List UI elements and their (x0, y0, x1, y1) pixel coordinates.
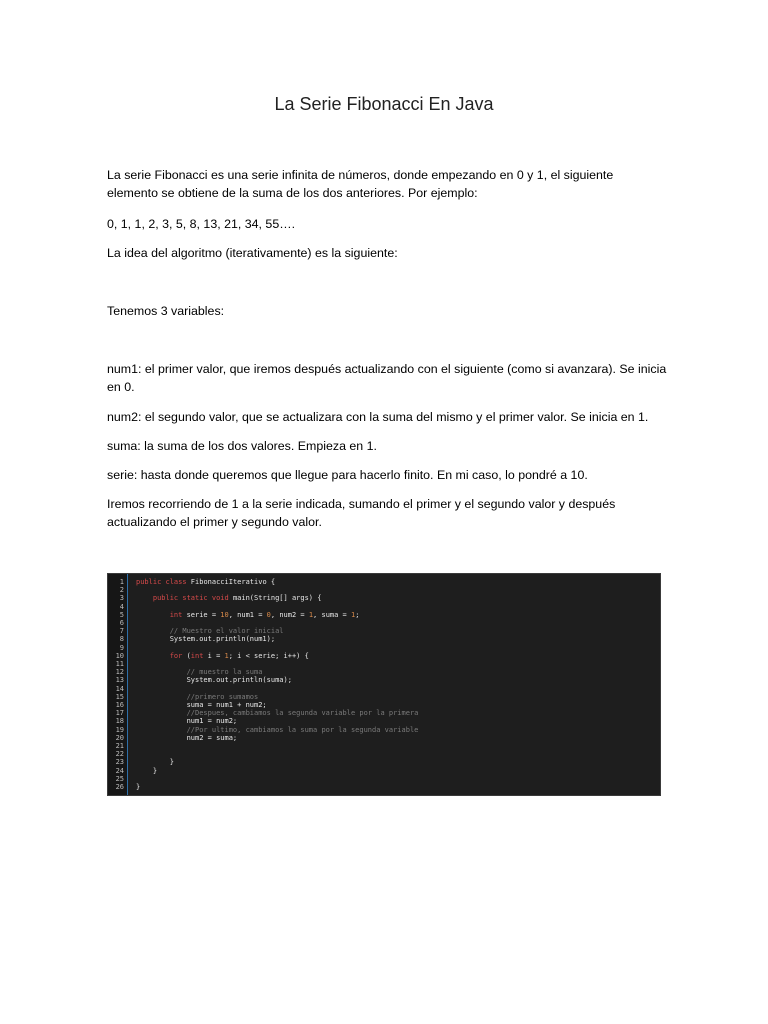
code-token: i = (207, 651, 225, 660)
variable-num2: num2: el segundo valor, que se actualizara con la suma del mismo y el primer valor. Se inicia en 1. (107, 410, 649, 424)
code-token (136, 726, 187, 734)
line-number: 4 (119, 602, 124, 611)
code-token: } (136, 766, 158, 775)
code-token: num1 = num2; (136, 717, 238, 726)
code-line (108, 652, 662, 660)
line-number: 21 (115, 742, 124, 750)
code-line (108, 742, 662, 750)
line-number: 19 (115, 725, 124, 734)
line-number: 7 (119, 627, 124, 636)
line-number: 12 (115, 668, 124, 677)
code-line (108, 619, 662, 627)
line-number: 6 (119, 619, 124, 627)
code-token: //primero sumamos (186, 692, 259, 701)
code-token: suma = num1 + num2; (136, 701, 267, 709)
line-number: 15 (115, 692, 124, 701)
code-token: ( (186, 651, 191, 660)
code-token: 1 (350, 610, 356, 619)
code-line (108, 775, 662, 783)
code-screenshot (107, 573, 661, 796)
code-line (108, 783, 662, 791)
code-token (136, 627, 170, 635)
line-number: 9 (119, 643, 124, 652)
line-number: 11 (115, 660, 124, 668)
code-token: System.out.println(num1); (136, 635, 276, 644)
algorithm-intro: La idea del algoritmo (iterativamente) es la siguiente: (107, 246, 398, 260)
code-token: 1 (308, 610, 314, 619)
code-token: //Por ultimo, cambiamos la suma por la segunda variable (186, 725, 419, 734)
code-line (108, 709, 662, 717)
code-line (108, 685, 662, 693)
sequence-example: 0, 1, 1, 2, 3, 5, 8, 13, 21, 34, 55…. (107, 217, 296, 231)
line-number: 1 (119, 578, 124, 586)
code-line (108, 578, 662, 586)
line-number: 14 (115, 684, 124, 693)
code-line (108, 603, 662, 611)
code-line (108, 611, 662, 619)
variable-suma: suma: la suma de los dos valores. Empieza en 1. (107, 439, 377, 453)
line-number: 3 (119, 594, 124, 603)
line-number: 5 (119, 610, 124, 619)
code-token: //Despues, cambiamos la segunda variable por la primera (186, 709, 419, 718)
code-line (108, 586, 662, 594)
code-token (136, 709, 187, 717)
code-token: ; i < serie; i++) { (228, 651, 309, 660)
code-line (108, 701, 662, 709)
code-token (136, 668, 187, 676)
variables-heading: Tenemos 3 variables: (107, 304, 225, 318)
line-number: 25 (115, 774, 124, 783)
line-number: 23 (115, 758, 124, 767)
line-number: 26 (115, 783, 124, 791)
line-number: 13 (115, 676, 124, 685)
code-token: } (136, 783, 141, 791)
code-token: for (169, 651, 187, 660)
line-number: 24 (115, 766, 124, 775)
code-line (108, 627, 662, 635)
code-token: main(String[] args) { (232, 594, 322, 603)
line-number: 2 (119, 586, 124, 595)
code-token (136, 693, 187, 701)
code-token: 1 (224, 651, 229, 660)
code-token: System.out.println(suma); (136, 676, 292, 685)
code-line (108, 676, 662, 684)
line-number: 22 (115, 750, 124, 759)
code-token: int (190, 651, 208, 660)
line-number: 17 (115, 709, 124, 718)
code-line (108, 644, 662, 652)
code-token: num2 = suma; (136, 733, 238, 742)
code-line (108, 767, 662, 775)
code-token: public class (136, 578, 191, 586)
code-token: 10 (220, 610, 229, 619)
code-token: , num2 = (270, 610, 309, 619)
line-number: 18 (115, 717, 124, 726)
code-line (108, 726, 662, 734)
code-line (108, 750, 662, 758)
code-line (108, 717, 662, 725)
document-title: La Serie Fibonacci En Java (274, 94, 494, 114)
line-number: 20 (115, 733, 124, 742)
code-token: 0 (266, 610, 271, 619)
code-token: serie = (186, 610, 221, 619)
code-line (108, 668, 662, 676)
code-token (136, 611, 170, 619)
code-token (136, 594, 153, 602)
code-token: , num1 = (228, 610, 267, 619)
intro-paragraph: La serie Fibonacci es una serie infinita de números, donde empezando en 0 y 1, el siguiente elemento se obtiene de la suma de los dos anteriores. Por ejemplo: (107, 168, 614, 200)
variable-serie: serie: hasta donde queremos que llegue para hacerlo finito. En mi caso, lo pondré a 10. (107, 468, 588, 482)
code-line (108, 635, 662, 643)
code-token: ; (355, 610, 360, 619)
line-number: 10 (115, 651, 124, 660)
code-line (108, 693, 662, 701)
code-token: public static void (152, 594, 233, 603)
code-line (108, 758, 662, 766)
code-token: FibonacciIterativo { (190, 578, 276, 586)
line-number: 16 (115, 701, 124, 709)
code-token: } (136, 758, 174, 767)
code-line (108, 594, 662, 602)
variable-num1: num1: el primer valor, que iremos después actualizando con el siguiente (como si avanzara). Se inicia en 0. (107, 362, 667, 394)
code-token: , suma = (313, 610, 351, 619)
code-line (108, 660, 662, 668)
code-token (136, 652, 170, 660)
code-line (108, 734, 662, 742)
code-token: // Muestro el valor inicial (169, 627, 284, 636)
code-token: // muestro la suma (186, 668, 263, 677)
iteration-description: Iremos recorriendo de 1 a la serie indicada, sumando el primer y el segundo valor y después actualizando el primer y segundo valor. (107, 497, 616, 529)
line-number: 8 (119, 635, 124, 644)
code-token: int (169, 610, 187, 619)
